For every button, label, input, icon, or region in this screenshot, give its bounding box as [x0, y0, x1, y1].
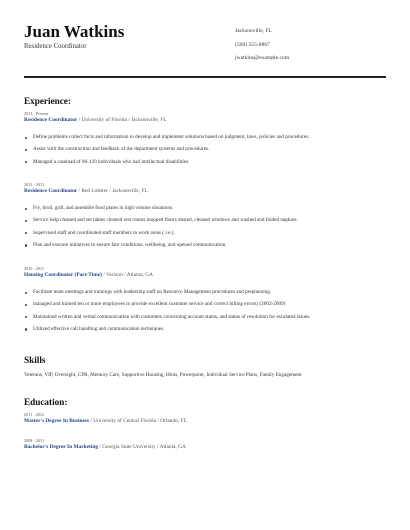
job-3-dates: 2010 - 2011 — [24, 266, 45, 271]
edu-1-school: / University of Central Florida / Orlando, FL — [89, 418, 187, 424]
list-item: Utilized effective call handling and communication techniques. — [24, 326, 384, 338]
contact-email: jwatkins@example.com — [235, 55, 290, 61]
job-3-role: Housing Coordinator (Part-Time) — [24, 272, 102, 278]
edu-2-line — [24, 444, 186, 450]
header-divider — [24, 76, 386, 78]
job-1-role-line — [24, 117, 167, 123]
experience-heading: Experience: — [24, 96, 71, 106]
edu-1-dates: 2011 - 2012 — [24, 412, 45, 417]
edu-1-line — [24, 418, 187, 424]
list-item: Service help cleaned and set tables cleaned rest rooms mopped floors dusted, cleaned windows and washed and folded napkins. — [24, 217, 384, 229]
job-1-org: / University of Florida / Jacksonville, FL — [77, 117, 167, 123]
candidate-name: Juan Watkins — [24, 22, 125, 41]
list-item: Facilitate team meetings and trainings with leadership staff on Resource Management procedures and preplanning. — [24, 289, 384, 301]
edu-1-degree: Master's Degree In Business — [24, 418, 90, 424]
job-3-org: / Verizon / Atlanta, GA — [101, 272, 154, 278]
job-3-role-line — [24, 272, 153, 278]
contact-location: Jacksonville, FL — [235, 28, 272, 34]
job-2-bullets — [24, 205, 384, 254]
skills-list: Veterans, VIP, Oversight, CPR, Memory Care, Supportive Housing, Hmis, Powerpoint, Individual Service Plans, Family Engagement — [24, 372, 302, 378]
job-1-dates: 2013 - Present — [24, 111, 49, 116]
edu-2-degree: Bachelor's Degree In Marketing — [24, 444, 99, 450]
education-heading: Education: — [24, 397, 68, 407]
list-item: Managed a caseload of 80-120 individuals who had intellectual disabilities. — [24, 159, 384, 171]
list-item: Assist with the construction and feedback of the department systems and procedures. — [24, 146, 384, 158]
job-2-role: Residence Coordinator — [24, 188, 78, 194]
list-item: Supervised staff and coordinated staff members in work areas ( i.e.). — [24, 230, 384, 242]
list-item: Fry, broil, grill, and assemble food plates in high volume situations. — [24, 205, 384, 217]
contact-block — [235, 27, 289, 68]
list-item: managed and trained ten or more employees to provide excellent customer service and correct billing errors) (2002-2009) — [24, 301, 384, 313]
edu-2-dates: 2008 - 2011 — [24, 438, 45, 443]
job-2-org: / Red Lobster / Jacksonville, FL — [77, 188, 148, 194]
job-1-role: Residence Coordinator — [24, 117, 78, 123]
list-item: Maintained written and verbal communication with customers concerning account status, and status of resolution for escalated issues. — [24, 314, 384, 326]
list-item: Define problems collect facts and information to develop and implement solutions based on judgment, laws, policies and procedures. — [24, 134, 384, 146]
job-1-bullets — [24, 134, 384, 171]
skills-heading: Skills — [24, 355, 46, 365]
edu-2-school: / Georgia State University / Atlanta, GA — [98, 444, 186, 450]
job-3-bullets — [24, 289, 384, 338]
candidate-title: Residence Coordinator — [24, 43, 87, 50]
list-item: Plan and execute initiatives to ensure fare conditions, wellbeing, and opened communication. — [24, 242, 384, 254]
job-2-role-line — [24, 188, 148, 194]
job-2-dates: 2012 - 2013 — [24, 182, 45, 187]
contact-phone: (500) 555-8867 — [235, 41, 270, 48]
